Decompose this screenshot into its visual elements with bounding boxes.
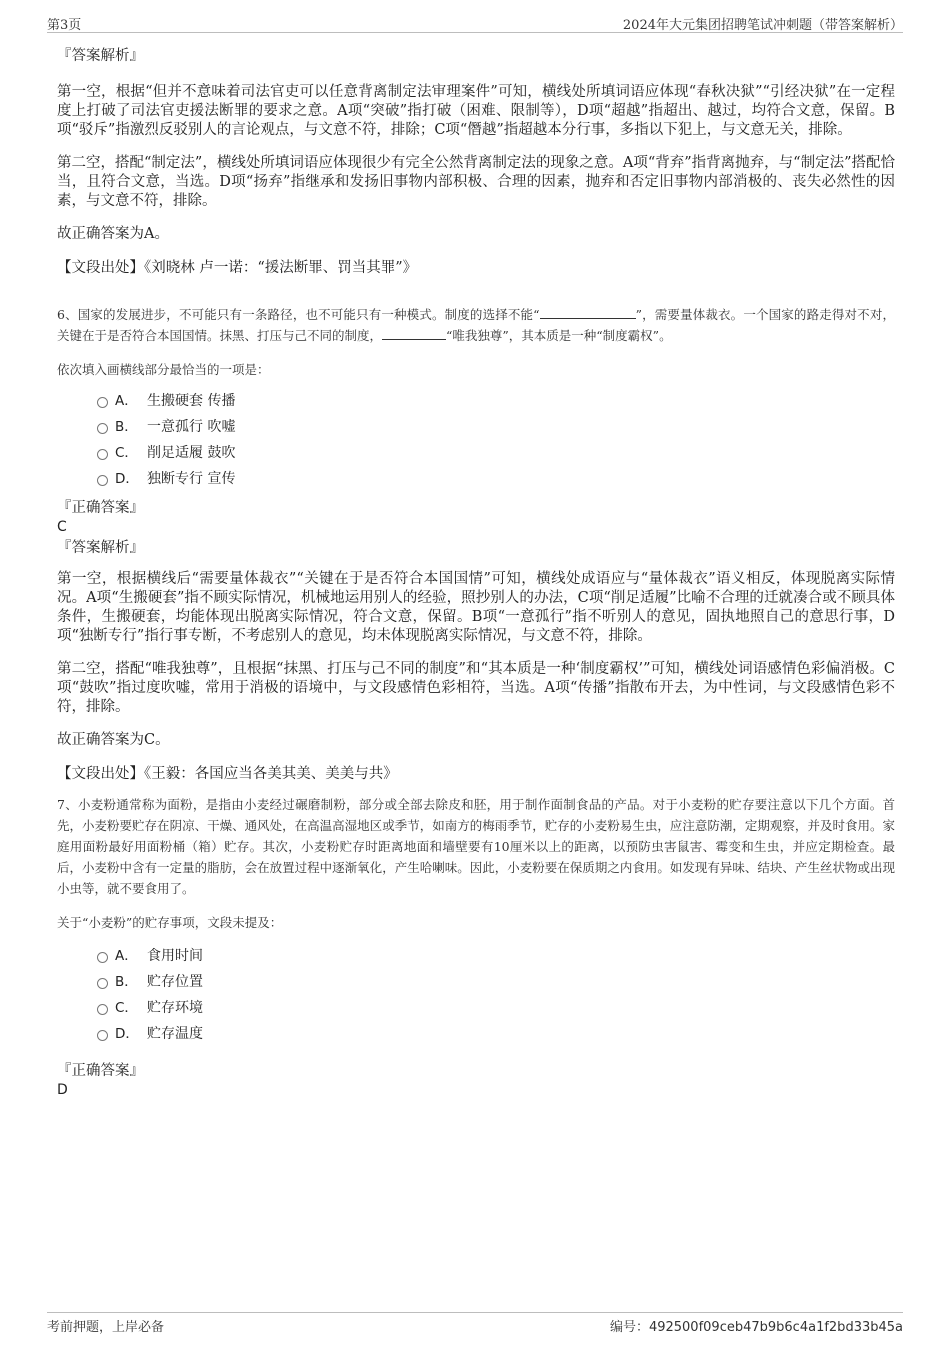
document-title: 2024年大元集团招聘笔试冲刺题（带答案解析） [622, 18, 903, 33]
q6-source: 【文段出处】《王毅：各国应当各美其美、美美与共》 [57, 766, 398, 782]
q5-analysis-block [57, 46, 895, 278]
q6-text [57, 304, 895, 346]
radio-icon[interactable] [97, 423, 108, 434]
page-footer [47, 1312, 903, 1335]
q7-correct-label: 『正确答案』 [57, 1063, 144, 1079]
q6-analysis-para1: 第一空，根据横线后“需要量体裁衣”“关键在于是否符合本国国情”可知，横线处成语应与“量体裁衣”语义相反，体现脱离实际情况。A项“生搬硬套”指不顾实际情况，机械地运用别人的经验，照抄别人的办法，C项“削足适履”比喻不合理的迁就凑合或不顾具体条件，生搬硬套，均能体现出脱离实际情况，符合文意，保留。B项“一意孤行”指不听别人的意见，固执地照自己的意思行事，D项“独断专行”指行事专断，不考虑别人的意见，均未体现脱离实际情况，与文意不符，排除。 [57, 571, 895, 644]
q6-text-part3: “唯我独尊”，其本质是一种“制度霸权”。 [446, 328, 672, 343]
q7-options [57, 943, 895, 1047]
q6-blank-1 [540, 305, 636, 319]
q6-option-d[interactable]: D． 独断专行 宣传 [57, 466, 895, 492]
q6-prompt: 依次填入画横线部分最恰当的一项是： [57, 362, 270, 377]
page-content [57, 44, 895, 1099]
q5-analysis-para2: 第二空，搭配“制定法”，横线处所填词语应体现很少有完全公然背离制定法的现象之意。A项“背弃”指背离抛弃，与“制定法”搭配恰当，且符合文意，当选。D项“扬弃”指继承和发扬旧事物内部积极、合理的因素，抛弃和否定旧事物内部消极的、丧失必然性的因素，与文意不符，排除。 [57, 155, 895, 209]
q5-analysis-para1: 第一空，根据“但并不意味着司法官吏可以任意背离制定法审理案件”可知，横线处所填词语应体现“春秋决狱”“引经决狱”在一定程度上打破了司法官吏援法断罪的要求之意。A项“突破”指打破（困难、限制等），D项“超越”指超出、越过，均符合文意，保留。B项“驳斥”指激烈反驳别人的言论观点，与文意不符，排除；C项“僭越”指超越本分行事，多指以下犯上，与文意无关，排除。 [57, 84, 895, 138]
q6-option-b[interactable]: B． 一意孤行 吹嘘 [57, 414, 895, 440]
radio-icon[interactable] [97, 1004, 108, 1015]
q5-conclusion: 故正确答案为A。 [57, 226, 169, 242]
q7-option-a[interactable]: A． 食用时间 [57, 943, 895, 969]
page-number: 第3页 [47, 18, 82, 33]
radio-icon[interactable] [97, 397, 108, 408]
q6-correct-answer: C [57, 519, 67, 535]
radio-icon[interactable] [97, 1030, 108, 1041]
q6-correct-label: 『正确答案』 [57, 500, 144, 516]
page-header [47, 14, 903, 33]
radio-icon[interactable] [97, 978, 108, 989]
q7-option-b[interactable]: B． 贮存位置 [57, 969, 895, 995]
question-6 [57, 304, 895, 784]
q6-option-a[interactable]: A． 生搬硬套 传播 [57, 388, 895, 414]
radio-icon[interactable] [97, 952, 108, 963]
q7-text: 7、小麦粉通常称为面粉，是指由小麦经过碾磨制粉，部分或全部去除皮和胚，用于制作面制食品的产品。对于小麦粉的贮存要注意以下几个方面。首先，小麦粉要贮存在阴凉、干燥、通风处，在高温高湿地区或季节，如南方的梅雨季节，贮存的小麦粉易生虫，应注意防潮，定期观察，并及时食用。家庭用面粉最好用面粉桶（箱）贮存。其次，小麦粉贮存时距离地面和墙壁要有10厘米以上的距离，以预防虫害鼠害、霉变和生虫，并应定期检查。最后，小麦粉中含有一定量的脂肪，会在放置过程中逐渐氧化，产生哈喇味。因此，小麦粉要在保质期之内食用。如发现有异味、结块、产生丝状物或出现小虫等，就不要食用了。 [57, 797, 895, 896]
code-value: 492500f09ceb47b9b6c4a1f2bd33b45a [648, 1320, 903, 1335]
q7-option-c[interactable]: C． 贮存环境 [57, 995, 895, 1021]
q6-conclusion: 故正确答案为C。 [57, 732, 170, 748]
footer-slogan: 考前押题，上岸必备 [47, 1320, 165, 1335]
q6-text-part1: 6、国家的发展进步，不可能只有一条路径，也不可能只有一种模式。制度的选择不能“ [57, 307, 540, 322]
q6-analysis-para2: 第二空，搭配“唯我独尊”，且根据“抹黑、打压与己不同的制度”和“其本质是一种‘制度霸权’”可知，横线处词语感情色彩偏消极。C项“鼓吹”指过度吹嘘，常用于消极的语境中，与文段感情色彩相符，当选。A项“传播”指散布开去，为中性词，与文段感情色彩不符，排除。 [57, 661, 895, 715]
question-7 [57, 794, 895, 1099]
q6-options [57, 388, 895, 492]
document-code [610, 1316, 903, 1335]
q6-text-part2: ”，需要量体裁衣。一个国家的路走得对不对，关键在于是否符合本国国情。抹黑、打压与己不同的制度， [57, 307, 895, 343]
code-label: 编号： [609, 1320, 649, 1335]
q7-correct-answer: D [57, 1082, 68, 1098]
q6-blank-2 [382, 326, 446, 340]
q5-analysis-label: 『答案解析』 [57, 48, 144, 64]
q6-analysis-label: 『答案解析』 [57, 540, 144, 556]
radio-icon[interactable] [97, 449, 108, 460]
q7-option-d[interactable]: D． 贮存温度 [57, 1021, 895, 1047]
q7-prompt: 关于“小麦粉”的贮存事项，文段未提及： [57, 915, 283, 930]
q5-source: 【文段出处】《刘晓林 卢一诺：“援法断罪、罚当其罪”》 [57, 260, 418, 276]
radio-icon[interactable] [97, 475, 108, 486]
q6-option-c[interactable]: C． 削足适履 鼓吹 [57, 440, 895, 466]
